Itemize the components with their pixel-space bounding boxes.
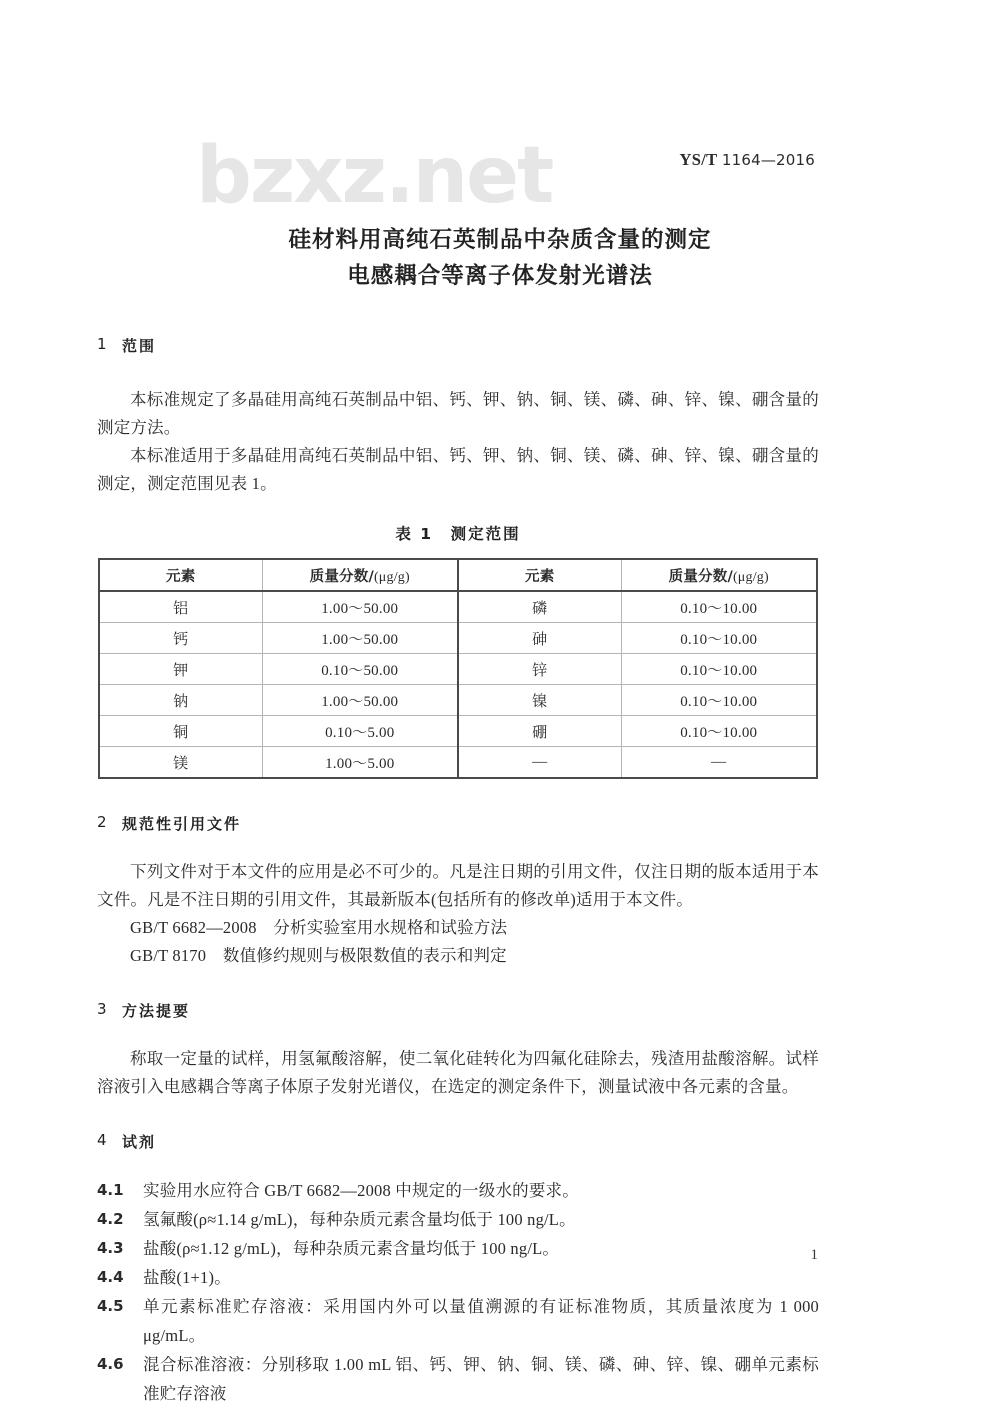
item-number: 4.5	[97, 1297, 124, 1315]
cell-value-right: 0.10～10.00	[621, 623, 817, 654]
table-header-fraction-left: 质量分数/(μg/g)	[262, 559, 458, 591]
table-row	[99, 685, 817, 716]
clause-heading-1	[97, 335, 819, 356]
item-text: 实验用水应符合 GB/T 6682—2008 中规定的一级水的要求。	[143, 1181, 579, 1200]
item-number: 4.6	[97, 1355, 124, 1373]
list-item-4-2	[97, 1205, 819, 1234]
cell-value-right: 0.10～10.00	[621, 716, 817, 747]
clause-title-3: 方法提要	[122, 1002, 191, 1020]
clause-number-1: 1	[97, 335, 108, 353]
item-text: 单元素标准贮存溶液：采用国内外可以量值溯源的有证标准物质，其质量浓度为 1 000 μg/mL。	[143, 1297, 819, 1345]
watermark: bzxz.net	[196, 131, 553, 221]
page-number: 1	[810, 1247, 818, 1263]
list-item-4-1	[97, 1176, 819, 1205]
cell-value-right: 0.10～10.00	[621, 654, 817, 685]
item-number: 4.3	[97, 1239, 124, 1257]
cell-element-left: 钾	[99, 654, 262, 685]
standard-code-prefix: YS/T	[679, 150, 718, 169]
item-number: 4.1	[97, 1181, 124, 1199]
table-header-row	[99, 559, 817, 591]
cell-value-left: 1.00～5.00	[262, 747, 458, 779]
clause-1-paragraph-1: 本标准规定了多晶硅用高纯石英制品中铝、钙、钾、钠、铜、镁、磷、砷、锌、镍、硼含量的测定方法。	[97, 390, 819, 437]
cell-value-left: 0.10～50.00	[262, 654, 458, 685]
table-row	[99, 716, 817, 747]
table-row	[99, 623, 817, 654]
cell-element-left: 镁	[99, 747, 262, 779]
cell-element-right: 镍	[458, 685, 621, 716]
clause-heading-4	[97, 1131, 819, 1152]
clause-number-3: 3	[97, 1000, 108, 1018]
cell-value-left: 1.00～50.00	[262, 623, 458, 654]
clause-1-paragraph-2: 本标准适用于多晶硅用高纯石英制品中铝、钙、钾、钠、铜、镁、磷、砷、锌、镍、硼含量的测定，测定范围见表 1。	[97, 446, 819, 493]
cell-element-right: 砷	[458, 623, 621, 654]
item-text: 盐酸(1+1)。	[143, 1268, 231, 1287]
table-header-element-left: 元素	[99, 559, 262, 591]
cell-element-right: 锌	[458, 654, 621, 685]
clause-2-reference-2: GB/T 8170 数值修约规则与极限数值的表示和判定	[130, 946, 507, 965]
clause-title-4: 试剂	[122, 1133, 157, 1151]
measurement-range-table	[98, 558, 818, 779]
cell-value-right: —	[621, 747, 817, 779]
cell-element-right: —	[458, 747, 621, 779]
cell-value-right: 0.10～10.00	[621, 685, 817, 716]
list-item-4-4	[97, 1263, 819, 1292]
cell-value-right: 0.10～10.00	[621, 591, 817, 623]
clause-2-reference-1: GB/T 6682—2008 分析实验室用水规格和试验方法	[130, 918, 508, 937]
table-row	[99, 591, 817, 623]
cell-value-left: 0.10～5.00	[262, 716, 458, 747]
cell-element-left: 钙	[99, 623, 262, 654]
clause-2-paragraph-1: 下列文件对于本文件的应用是必不可少的。凡是注日期的引用文件，仅注日期的版本适用于本文件。凡是不注日期的引用文件，其最新版本(包括所有的修改单)适用于本文件。	[97, 862, 819, 909]
cell-element-right: 硼	[458, 716, 621, 747]
clause-heading-3	[97, 1000, 819, 1021]
table-header-fraction-right: 质量分数/(μg/g)	[621, 559, 817, 591]
table-body	[99, 591, 817, 778]
cell-element-left: 钠	[99, 685, 262, 716]
item-text: 盐酸(ρ≈1.12 g/mL)，每种杂质元素含量均低于 100 ng/L。	[143, 1239, 560, 1258]
table-row	[99, 747, 817, 779]
document-title	[0, 222, 1000, 294]
title-line-1: 硅材料用高纯石英制品中杂质含量的测定	[288, 227, 712, 253]
document-body	[97, 335, 819, 1408]
clause-title-2: 规范性引用文件	[122, 815, 242, 833]
list-item-4-6	[97, 1350, 819, 1408]
title-line-2: 电感耦合等离子体发射光谱法	[347, 263, 653, 289]
cell-element-right: 磷	[458, 591, 621, 623]
list-item-4-3	[97, 1234, 819, 1263]
table-caption: 表 1 测定范围	[395, 525, 521, 543]
clause-title-1: 范围	[122, 337, 157, 355]
table-header-element-right: 元素	[458, 559, 621, 591]
cell-element-left: 铜	[99, 716, 262, 747]
clause-heading-2	[97, 813, 819, 834]
item-number: 4.2	[97, 1210, 124, 1228]
item-text: 混合标准溶液：分别移取 1.00 mL 铝、钙、钾、钠、铜、镁、磷、砷、锌、镍、硼单元素标准贮存溶液	[143, 1355, 819, 1403]
standard-code-number: 1164—2016	[721, 151, 815, 169]
standard-code	[680, 150, 815, 170]
cell-value-left: 1.00～50.00	[262, 591, 458, 623]
cell-element-left: 铝	[99, 591, 262, 623]
clause-number-2: 2	[97, 813, 108, 831]
table-row	[99, 654, 817, 685]
item-number: 4.4	[97, 1268, 124, 1286]
item-text: 氢氟酸(ρ≈1.14 g/mL)，每种杂质元素含量均低于 100 ng/L。	[143, 1210, 576, 1229]
clause-3-paragraph-1: 称取一定量的试样，用氢氟酸溶解，使二氧化硅转化为四氟化硅除去，残渣用盐酸溶解。试样溶液引入电感耦合等离子体原子发射光谱仪，在选定的测定条件下，测量试液中各元素的含量。	[97, 1049, 819, 1096]
clause-number-4: 4	[97, 1131, 108, 1149]
cell-value-left: 1.00～50.00	[262, 685, 458, 716]
list-item-4-5	[97, 1292, 819, 1350]
